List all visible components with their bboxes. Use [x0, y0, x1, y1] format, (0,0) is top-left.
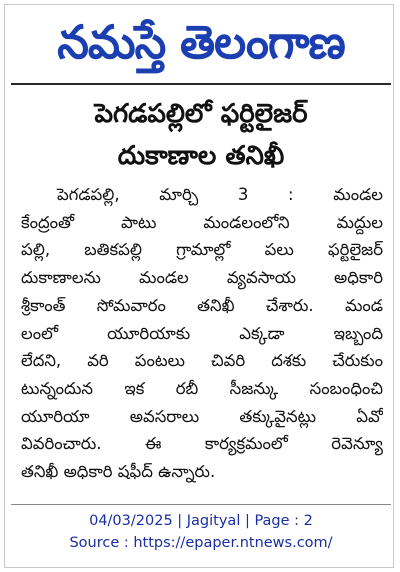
article-headline	[19, 93, 383, 177]
body-line: యూరియా అవసరాలు తక్కువైనట్లు ఏవో	[21, 406, 383, 426]
footer-source-link[interactable]: Source : https://epaper.ntnews.com/	[69, 535, 333, 551]
body-line: టున్నందున ఇక రబీ సీజన్కు సంబంధించి	[21, 378, 383, 398]
body-line: శ్రీకాంత్ సోమవారం తనిఖీ చేశారు. మండ	[21, 295, 383, 315]
body-line: వివరించారు. ఈ కార్యక్రమంలో రెవెన్యూ	[21, 434, 383, 454]
body-line: కేంద్రంతో పాటు మండలంలోని మద్దుల	[21, 212, 383, 232]
clipping-frame	[4, 4, 394, 568]
body-line: తనిఖీ అధికారి షఫీద్ ఉన్నారు.	[21, 462, 216, 482]
body-line: లంలో యూరియాకు ఎక్కడా ఇబ్బంది	[21, 323, 383, 343]
masthead-title: నమస్తే తెలంగాణ	[57, 15, 345, 69]
article-body	[21, 181, 383, 486]
body-line: లేదని, వరి పంటలు చివరి దశకు చేరుకుం	[21, 351, 383, 371]
footer-divider	[11, 504, 391, 505]
body-line: దుకాణాలను మండల వ్యవసాయ అధికారి	[21, 268, 383, 288]
headline-line-2: దుకాణాల తనిఖీ	[117, 141, 285, 171]
body-line: పెగడపల్లి, మార్చి 3 : మండల	[57, 185, 383, 204]
clipping-footer	[11, 510, 391, 554]
masthead-divider	[11, 83, 391, 85]
newspaper-masthead	[11, 9, 391, 75]
headline-line-1: పెగడపల్లిలో ఫర్టిలైజర్	[94, 99, 308, 129]
body-line: పల్లి, బతికపల్లి గ్రామాల్లో పలు ఫర్టిలైజర్	[21, 240, 383, 260]
footer-info: 04/03/2025 | Jagityal | Page : 2	[89, 513, 313, 529]
